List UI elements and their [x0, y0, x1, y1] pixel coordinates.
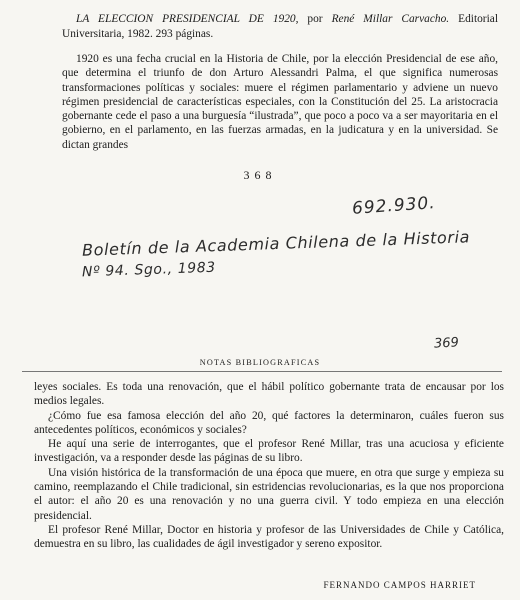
handwritten-page-number: 369 — [433, 335, 460, 352]
bibliographic-reference — [62, 12, 498, 42]
handwritten-source-line-2: Nº 94. Sgo., 1983 — [81, 259, 217, 281]
book-title: LA ELECCION PRESIDENCIAL DE 1920, — [76, 13, 299, 25]
paragraph: Una visión histórica de la transformación de una época que muere, en otra que surge y empieza su camino, reemplazando el Chile tradicional, sin estridencias revolucionarias, es la que nos proporciona el autor: el año 20 es una renovación y no una guerra civil. Y todo empieza en una elección presidencial. — [34, 466, 504, 522]
handwritten-catalog-number: 692.930. — [351, 193, 437, 219]
paragraph: ¿Cómo fue esa famosa elección del año 20, qué factores la determinaron, cuáles fueron sus antecedentes políticos, económicos y sociales? — [34, 409, 504, 436]
review-paragraph-1: 1920 es una fecha crucial en la Historia de Chile, por la elección Presidencial de ese año, que determina el triunfo de don Arturo Alessandri Palma, el que significa numerosas transformaciones políticas y sociales: muere el régimen parlamentario y adviene un nuevo régimen presidencial de características especiales, con la Constitución del 25. La aristocracia gobernante cede el paso a una burguesía “ilustrada”, que poco a poco va a ser mayoritaria en el gobierno, en el parlamento, en las fuerzas armadas, en la judicatura y en la universidad. Se dictan grandes — [62, 53, 498, 151]
handwritten-source-line-1: Boletín de la Academia Chilena de la Historia — [81, 227, 471, 260]
paragraph: leyes sociales. Es toda una renovación, que el hábil político gobernante trata de encausar por los medios legales. — [34, 381, 504, 408]
book-author: René Millar Carvacho. — [331, 13, 450, 25]
page-number-top: 368 — [243, 168, 277, 182]
reference-connector: por — [298, 13, 332, 25]
header-rule — [22, 371, 502, 372]
running-header: NOTAS BIBLIOGRAFICAS — [199, 358, 321, 367]
paragraph: El profesor René Millar, Doctor en historia y profesor de las Universidades de Chile y Católica, demuestra en su libro, las cualidades de ágil investigador y sereno expositor. — [34, 523, 504, 551]
paragraph: He aquí una serie de interrogantes, que el profesor René Millar, tras una acuciosa y eficiente investigación, va a responder desde las páginas de su libro. — [34, 438, 504, 465]
reviewer-signature: FERNANDO CAMPOS HARRIET — [323, 580, 476, 590]
reference-publisher: Editorial Universitaria, 1982. 293 páginas. — [62, 13, 498, 40]
review-body — [34, 380, 504, 552]
